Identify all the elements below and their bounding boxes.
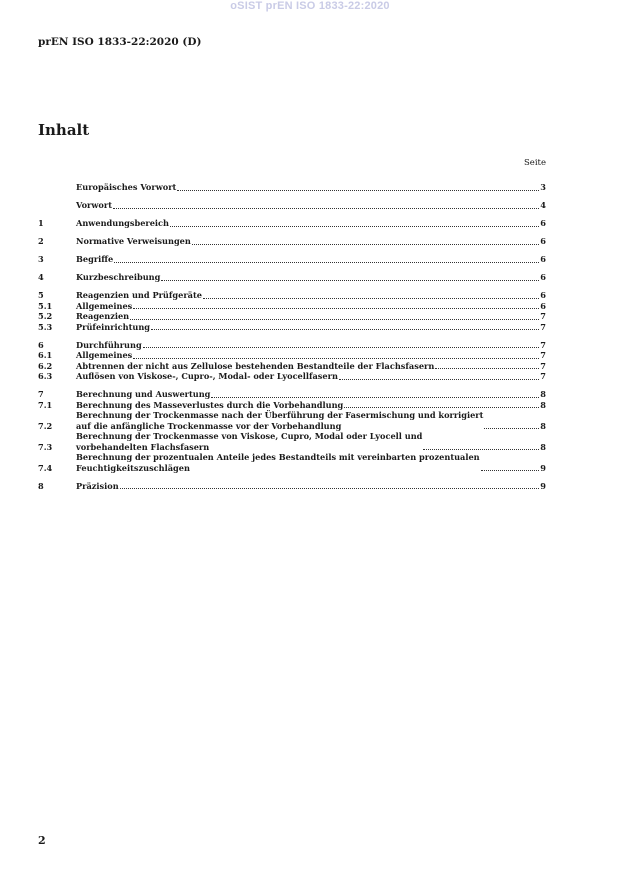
- toc-entry-title-wrap: [76, 452, 540, 473]
- dot-leader: [177, 190, 539, 191]
- document-id: prEN ISO 1833-22:2020 (D): [38, 36, 202, 48]
- toc-entry-page: 6: [540, 218, 546, 228]
- toc-entry-page: 4: [540, 200, 546, 210]
- dot-leader: [192, 244, 539, 245]
- toc-entry-page: 8: [540, 441, 546, 452]
- toc-entry[interactable]: [38, 200, 546, 211]
- dot-leader: [130, 319, 539, 320]
- toc-entry-title-wrap: [76, 481, 540, 492]
- toc-entry-number: 8: [38, 480, 44, 491]
- dot-leader: [143, 347, 540, 348]
- dot-leader: [435, 368, 539, 369]
- toc-entry-number: 5.2: [38, 311, 53, 321]
- toc-entry-page: 8: [540, 420, 546, 431]
- toc-entry[interactable]: [38, 400, 546, 411]
- toc-entry-number: 5: [38, 290, 44, 300]
- toc-entry-page: 6: [540, 272, 546, 282]
- toc-entry-number: 1: [38, 218, 44, 228]
- toc-entry-number: 4: [38, 272, 44, 282]
- toc-entry-title[interactable]: Vorwort: [76, 200, 112, 210]
- toc-entry[interactable]: [38, 236, 546, 247]
- toc-entry-page: 6: [540, 300, 546, 311]
- toc-entry[interactable]: [38, 254, 546, 265]
- toc-entry[interactable]: [38, 361, 546, 372]
- page-column-label: Seite: [523, 158, 546, 168]
- dot-leader: [120, 488, 540, 489]
- toc-entry[interactable]: [38, 301, 546, 312]
- toc-entry-title-wrap: [76, 254, 540, 265]
- toc-entry-number: 7.1: [38, 399, 53, 410]
- toc-entry-number: 7: [38, 389, 44, 399]
- toc-entry-title-wrap: [76, 389, 540, 400]
- dot-leader: [211, 397, 539, 398]
- dot-leader: [170, 226, 539, 227]
- toc-heading: Inhalt: [38, 121, 90, 139]
- toc-entry-number: 7.3: [38, 441, 53, 452]
- dot-leader: [339, 379, 539, 380]
- toc-entry-title[interactable]: Berechnung der Trockenmasse von Viskose, Cupro, Modal oder Lyocell und vorbehandelten Flachsfasern: [76, 431, 423, 452]
- toc-entry-number: 5.3: [38, 321, 53, 332]
- toc-entry-title-wrap: [76, 340, 540, 351]
- toc-entry-title-wrap: [76, 371, 540, 382]
- toc-entry[interactable]: [38, 272, 546, 283]
- toc-entry-title-wrap: [76, 361, 540, 372]
- toc-entry-number: 6.1: [38, 350, 53, 360]
- dot-leader: [161, 280, 539, 281]
- toc-entry-title[interactable]: Durchführung: [76, 339, 142, 350]
- toc-entry-page: 9: [540, 462, 546, 473]
- toc-entry-number: 3: [38, 254, 44, 264]
- toc-entry-title[interactable]: Normative Verweisungen: [76, 236, 191, 246]
- toc-entry[interactable]: [38, 481, 546, 492]
- toc-entry-title[interactable]: Reagenzien: [76, 311, 130, 321]
- toc-entry-page: 8: [540, 399, 546, 410]
- toc-entry-title-wrap: [76, 218, 540, 229]
- toc-entry-title[interactable]: Begriffe: [76, 254, 114, 264]
- toc-entry-title-wrap: [76, 322, 540, 333]
- toc-entry-number: 7.2: [38, 420, 53, 431]
- dot-leader: [114, 262, 539, 263]
- dot-leader: [423, 449, 539, 450]
- toc-entry-page: 7: [540, 350, 546, 360]
- toc-entry[interactable]: [38, 452, 546, 473]
- toc-entry[interactable]: [38, 410, 546, 431]
- toc-entry[interactable]: [38, 340, 546, 351]
- toc-entry[interactable]: [38, 350, 546, 361]
- toc-entry-title[interactable]: Kurzbeschreibung: [76, 272, 161, 282]
- toc-entry-page: 7: [540, 371, 546, 381]
- dot-leader: [484, 428, 539, 429]
- dot-leader: [203, 298, 539, 299]
- toc-entry[interactable]: [38, 371, 546, 382]
- toc-entry[interactable]: [38, 389, 546, 400]
- toc-entry-title[interactable]: Anwendungsbereich: [76, 218, 169, 228]
- toc-entry-title-wrap: [76, 350, 540, 361]
- toc-entry-title-wrap: [76, 311, 540, 322]
- toc-entry-page: 6: [540, 254, 546, 264]
- dot-leader: [344, 407, 539, 408]
- toc-entry-page: 6: [540, 290, 546, 300]
- toc-entry-title-wrap: [76, 290, 540, 301]
- toc-entry[interactable]: [38, 290, 546, 301]
- toc-entry-page: 7: [540, 321, 546, 332]
- toc-entry-title[interactable]: Europäisches Vorwort: [76, 182, 177, 192]
- toc-entry-title-wrap: [76, 272, 540, 283]
- toc-entry-title[interactable]: Präzision: [76, 480, 119, 491]
- toc-entry-title-wrap: [76, 236, 540, 247]
- toc-entry-page: 6: [540, 236, 546, 246]
- toc-entry-title-wrap: [76, 410, 540, 431]
- toc-entry-title-wrap: [76, 301, 540, 312]
- toc-entry-title[interactable]: Berechnung des Masseverlustes durch die Vorbehandlung: [76, 399, 344, 410]
- toc-entry-number: 6: [38, 339, 44, 350]
- toc-entry-title[interactable]: Berechnung der prozentualen Anteile jedes Bestandteils mit vereinbarten prozentualen Feuchtigkeitszuschlägen: [76, 452, 480, 473]
- toc-entry[interactable]: [38, 218, 546, 229]
- dot-leader: [151, 329, 539, 330]
- footer-page-number: 2: [38, 834, 46, 847]
- dot-leader: [113, 208, 539, 209]
- toc-entry-title-wrap: [76, 400, 540, 411]
- toc-entry[interactable]: [38, 322, 546, 333]
- toc-entry-number: 5.1: [38, 300, 53, 311]
- toc-entry-title[interactable]: Reagenzien und Prüfgeräte: [76, 290, 202, 300]
- toc-entry-title[interactable]: Allgemeines: [76, 350, 133, 360]
- toc-entry-number: 2: [38, 236, 44, 246]
- toc-entry-number: 7.4: [38, 462, 53, 473]
- dot-leader: [133, 308, 539, 309]
- toc-entry-title[interactable]: Berechnung und Auswertung: [76, 389, 211, 399]
- toc-entry[interactable]: [38, 431, 546, 452]
- toc-entry-number: 6.3: [38, 371, 53, 381]
- toc-entry-title[interactable]: Abtrennen der nicht aus Zellulose bestehenden Bestandteile der Flachsfasern: [76, 360, 435, 371]
- toc-entry-title[interactable]: Berechnung der Trockenmasse nach der Überführung der Fasermischung und korrigiert auf die anfängliche Trockenmasse vor der Vorbehandlung: [76, 410, 484, 431]
- dot-leader: [481, 470, 540, 471]
- toc-entry-title-wrap: [76, 182, 540, 193]
- toc-entry-page: 9: [540, 480, 546, 491]
- toc-entry-title[interactable]: Allgemeines: [76, 300, 133, 311]
- toc-entry[interactable]: [38, 182, 546, 193]
- toc-entry-title[interactable]: Auflösen von Viskose-, Cupro-, Modal- oder Lyocellfasern: [76, 371, 338, 381]
- toc-entry-page: 7: [540, 360, 546, 371]
- toc-entry-page: 7: [540, 311, 546, 321]
- toc-entry-number: 6.2: [38, 360, 53, 371]
- watermark: oSIST prEN ISO 1833-22:2020: [230, 0, 390, 12]
- toc-entry-page: 3: [540, 182, 546, 192]
- toc-entry-page: 7: [540, 339, 546, 350]
- toc-entry[interactable]: [38, 311, 546, 322]
- toc-entry-title-wrap: [76, 200, 540, 211]
- table-of-contents: [38, 182, 546, 491]
- toc-entry-page: 8: [540, 389, 546, 399]
- toc-entry-title-wrap: [76, 431, 540, 452]
- toc-entry-title[interactable]: Prüfeinrichtung: [76, 321, 150, 332]
- dot-leader: [133, 358, 539, 359]
